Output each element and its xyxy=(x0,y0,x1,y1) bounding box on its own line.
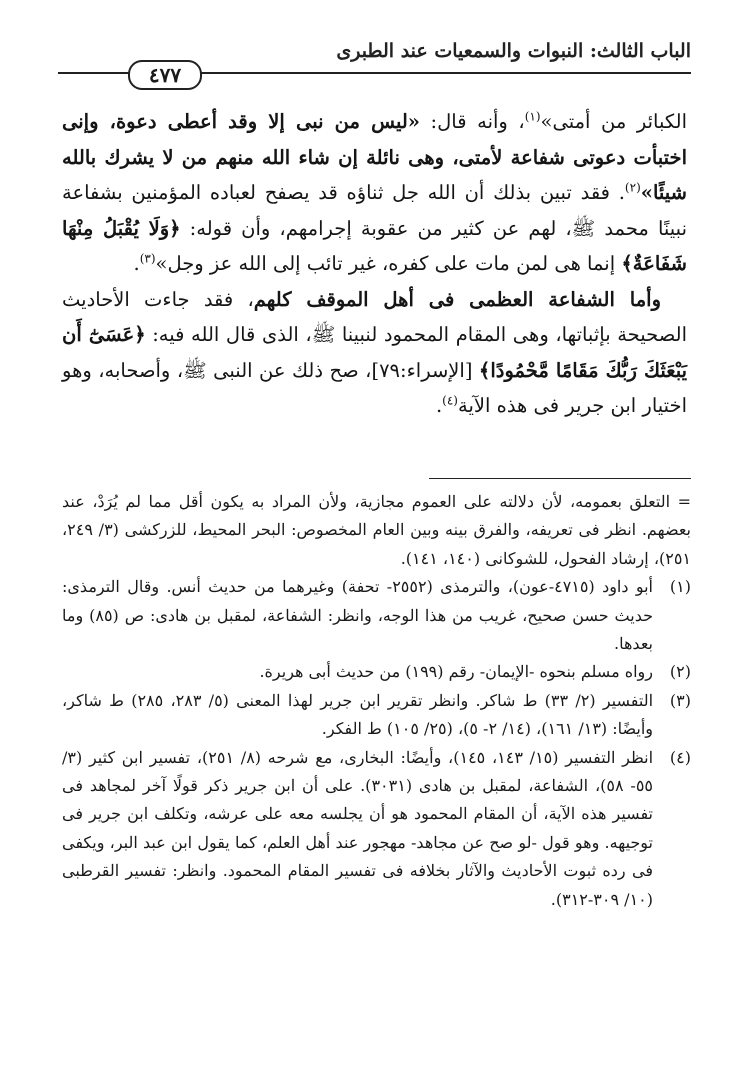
footnote-separator xyxy=(429,478,691,479)
footnote-continuation: = التعلق بعمومه، لأن دلالته على العموم مجازية، ولأن المراد به يكون أقل مما لم يُرَدْ، عند بعضهم. انظر فى تعريفه، والفرق بينه وبين العام المخصوص: البحر المحيط، للزركشى (٣/ ٢٤٩، ٢٥١)، إرشاد الفحول، للشوكانى (١٤٠، ١٤١). xyxy=(62,492,691,568)
text-segment: الكبائر من أمتى» xyxy=(540,110,687,133)
footnote-text: انظر التفسير (١٥/ ١٤٣، ١٤٥)، وأيضًا: البخارى، مع شرحه (٨/ ٢٥١)، تفسير ابن كثير (٣/ ٥٥- ٥٨)، الشفاعة، لمقبل بن هادى (٣٠٣١). على أن ابن جرير ذكر قولًا آخر لمجاهد فى تفسير هذه الآية، أن المقام المحمود هو أن يجلسه معه على عرشه، وتكلف ابن جرير فى توجيهه. وهو قول -لو صح عن مجاهد- مهجور عند أهل العلم، كما يقول ابن عبد البر، ويكفى فى رده ثبوت الأحاديث والآثار بخلافه فى تفسير المقام المحمود. وانظر: تفسير القرطبى (١٠/ ٣٠٩-٣١٢). xyxy=(62,747,654,909)
text-segment: . xyxy=(133,252,140,275)
text-segment: إنما هى لمن مات على كفره، غير تائب إلى الله عز وجل» xyxy=(155,252,622,275)
main-text xyxy=(62,104,687,424)
text-segment: ، وأنه قال: xyxy=(420,110,525,133)
page-number-badge: ٤٧٧ xyxy=(128,60,202,90)
paragraph-2 xyxy=(62,282,687,424)
footnotes xyxy=(62,488,691,914)
hadith-quote: «ليس من نبى إلا وقد أعطى دعوة، وإنى اختبأت دعوتى شفاعة لأمتى، وهى نائلة إن شاء الله منهم من لا يشرك بالله شيئًا» xyxy=(62,110,687,204)
text-segment: . xyxy=(435,394,443,417)
footnote-ref-4: (٤) xyxy=(442,393,458,408)
quran-verse: ﴿عَسَىٰٓ أَن يَبْعَثَكَ رَبُّكَ مَقَامًا مَّحْمُودًا﴾ xyxy=(62,323,687,382)
footnote-ref-3: (٣) xyxy=(139,251,156,266)
running-title: الباب الثالث: النبوات والسمعيات عند الطبرى xyxy=(336,40,691,62)
footnote xyxy=(62,658,691,686)
footnote-ref-2: (٢) xyxy=(624,180,641,195)
footnote xyxy=(62,573,691,658)
text-segment: [الإسراء:٧٩]، صح ذلك عن النبى ﷺ، وأصحابه، وهو اختيار ابن جرير فى هذه الآية xyxy=(62,358,687,417)
footnote-text: رواه مسلم بنحوه -الإيمان- رقم (١٩٩) من حديث أبى هريرة. xyxy=(259,662,653,682)
footnote-number: (١) xyxy=(669,577,691,597)
footnote-number: (٣) xyxy=(669,690,691,710)
footnote-number: (٢) xyxy=(669,662,691,682)
text-segment: . فقد تبين بذلك أن الله جل ثناؤه قد يصفح لعباده المؤمنين بشفاعة نبينًا محمد ﷺ، لهم عن كثير من عقوبة إجرامهم، وأن قوله: xyxy=(62,181,687,240)
footnote xyxy=(62,687,691,744)
footnote xyxy=(62,744,691,914)
footnote-text: التفسير (٢/ ٣٣) ط شاكر. وانظر تقرير ابن جرير لهذا المعنى (٥/ ٢٨٣، ٢٨٥) ط شاكر، وأيضًا: (١٣/ ١٦١)، (١٤/ ٢- ٥)، (٢٥/ ١٠٥) ط الفكر. xyxy=(62,690,654,739)
quran-verse: ﴿وَلَا يُقْبَلُ مِنْهَا شَفَاعَةٌ﴾ xyxy=(62,216,687,275)
text-segment: ، فقد جاءت الأحاديث الصحيحة بإثباتها، وهى المقام المحمود لنبينا ﷺ، الذى قال الله فيه: xyxy=(62,287,687,346)
footnote-number: (٤) xyxy=(669,747,691,767)
section-lead: وأما الشفاعة العظمى فى أهل الموقف كلهم xyxy=(253,287,661,311)
footnote-ref-1: (١) xyxy=(524,109,541,124)
paragraph-1 xyxy=(62,104,687,282)
footnote-text: أبو داود (٤٧١٥-عون)، والترمذى (٢٥٥٢- تحفة) وغيرهما من حديث أنس. وقال الترمذى: حديث حسن صحيح، غريب من هذا الوجه، وانظر: الشفاعة، لمقبل بن هادى: ص (٨٥) وما بعدها. xyxy=(62,577,654,654)
